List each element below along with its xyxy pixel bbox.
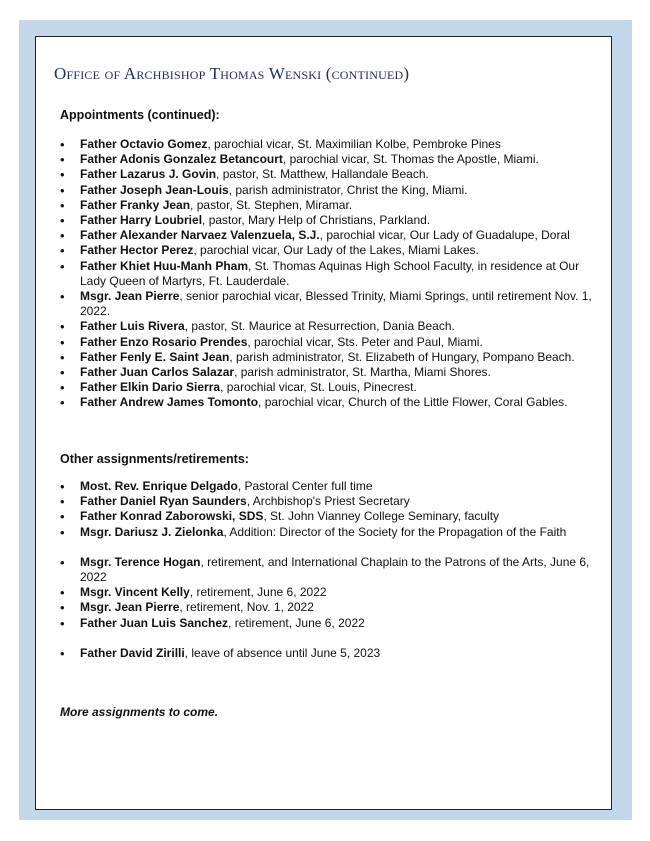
assignment-text: , parish administrator, St. Martha, Miami Shores. — [234, 365, 491, 380]
appointments-list — [60, 137, 597, 411]
person-name: Msgr. Dariusz J. Zielonka — [80, 524, 224, 539]
list-item — [60, 319, 597, 334]
page-title: Office of Archbishop Thomas Wenski (continued) — [54, 64, 410, 83]
other-assignments-list — [60, 479, 597, 661]
footer-note: More assignments to come. — [60, 705, 219, 719]
list-item — [60, 213, 597, 228]
person-name: Msgr. Jean Pierre — [80, 289, 180, 304]
assignment-text: , parochial vicar, Church of the Little Flower, Coral Gables. — [258, 395, 568, 410]
person-name: Father Harry Loubriel — [80, 213, 203, 228]
assignment-text: , St. Thomas Aquinas High School Faculty, in residence at Our Lady Queen of Martyrs, Ft. Lauderdale. — [80, 258, 580, 288]
list-item — [60, 183, 597, 198]
list-item — [60, 525, 597, 540]
appointments-heading: Appointments (continued): — [60, 108, 220, 122]
person-name: Father Elkin Dario Sierra — [80, 380, 221, 395]
person-name: Father Joseph Jean-Louis — [80, 182, 229, 197]
person-name: Father Octavio Gomez — [80, 137, 208, 151]
list-item — [60, 509, 597, 524]
list-item — [60, 555, 597, 585]
other-assignments-heading: Other assignments/retirements: — [60, 452, 249, 466]
list-item — [60, 365, 597, 380]
assignment-text: , senior parochial vicar, Blessed Trinity, Miami Springs, until retirement Nov. 1, 2022. — [80, 289, 592, 319]
list-item — [60, 167, 597, 182]
document-page — [35, 36, 612, 810]
list-item — [60, 479, 597, 494]
list-spacer — [60, 540, 597, 555]
person-name: Father Hector Perez — [80, 243, 194, 258]
list-item — [60, 494, 597, 509]
person-name: Father Fenly E. Saint Jean — [80, 349, 230, 364]
list-item — [60, 585, 597, 600]
list-spacer — [60, 631, 597, 646]
person-name: Father Konrad Zaborowski, SDS — [80, 509, 264, 524]
person-name: Father Khiet Huu-Manh Pham — [80, 258, 249, 273]
assignment-text: , leave of absence until June 5, 2023 — [184, 645, 381, 660]
person-name: Father Alexander Narvaez Valenzuela, S.J. — [80, 228, 320, 243]
list-item — [60, 646, 597, 661]
list-item — [60, 137, 597, 152]
person-name: Father Adonis Gonzalez Betancourt — [80, 152, 283, 167]
person-name: Father Luis Rivera — [80, 319, 185, 334]
person-name: Msgr. Terence Hogan — [80, 554, 201, 569]
person-name: Most. Rev. Enrique Delgado — [80, 479, 238, 493]
person-name: Father Juan Carlos Salazar — [80, 365, 235, 380]
assignment-text: , Addition: Director of the Society for the Propagation of the Faith — [223, 524, 567, 539]
assignment-text: , pastor, St. Stephen, Miramar. — [190, 197, 353, 212]
person-name: Father Daniel Ryan Saunders — [80, 494, 247, 509]
assignment-text: , parochial vicar, Our Lady of the Lakes, Miami Lakes. — [193, 243, 479, 258]
assignment-text: , parochial vicar, St. Thomas the Apostle, Miami. — [282, 152, 539, 167]
list-item — [60, 350, 597, 365]
list-item — [60, 616, 597, 631]
list-item — [60, 243, 597, 258]
list-item — [60, 289, 597, 319]
assignment-text: , parish administrator, St. Elizabeth of Hungary, Pompano Beach. — [229, 349, 575, 364]
person-name: Father Juan Luis Sanchez — [80, 615, 229, 630]
list-item — [60, 259, 597, 289]
list-item — [60, 335, 597, 350]
assignment-text: , St. John Vianney College Seminary, faculty — [263, 509, 500, 524]
list-item — [60, 380, 597, 395]
assignment-text: , Pastoral Center full time — [237, 479, 373, 493]
assignment-text: , parochial vicar, Our Lady of Guadalupe, Doral — [319, 228, 570, 243]
assignment-text: , parochial vicar, Sts. Peter and Paul, Miami. — [247, 334, 483, 349]
assignment-text: , pastor, St. Matthew, Hallandale Beach. — [216, 167, 429, 182]
list-item — [60, 395, 597, 410]
list-item — [60, 152, 597, 167]
assignment-text: , retirement, June 6, 2022 — [189, 585, 327, 600]
assignment-text: , retirement, Nov. 1, 2022 — [179, 600, 314, 615]
person-name: Father Andrew James Tomonto — [80, 395, 259, 410]
person-name: Msgr. Vincent Kelly — [80, 585, 190, 600]
person-name: Msgr. Jean Pierre — [80, 600, 180, 615]
assignment-text: , parochial vicar, St. Louis, Pinecrest. — [220, 380, 417, 395]
assignment-text: , retirement, and International Chaplain to the Patrons of the Arts, June 6, 2022 — [80, 554, 590, 585]
assignment-text: , parochial vicar, St. Maximilian Kolbe, Pembroke Pines — [207, 137, 501, 151]
person-name: Father David Zirilli — [80, 645, 185, 660]
assignment-text: , pastor, St. Maurice at Resurrection, Dania Beach. — [184, 319, 455, 334]
person-name: Father Franky Jean — [80, 197, 191, 212]
person-name: Father Enzo Rosario Prendes — [80, 334, 248, 349]
list-item — [60, 600, 597, 615]
assignment-text: , Archbishop's Priest Secretary — [246, 494, 410, 509]
assignment-text: , parish administrator, Christ the King, Miami. — [228, 182, 468, 197]
assignment-text: , pastor, Mary Help of Christians, Parkland. — [202, 213, 431, 228]
person-name: Father Lazarus J. Govin — [80, 167, 217, 182]
assignment-text: , retirement, June 6, 2022 — [228, 615, 365, 630]
list-item — [60, 198, 597, 213]
list-item — [60, 228, 597, 243]
